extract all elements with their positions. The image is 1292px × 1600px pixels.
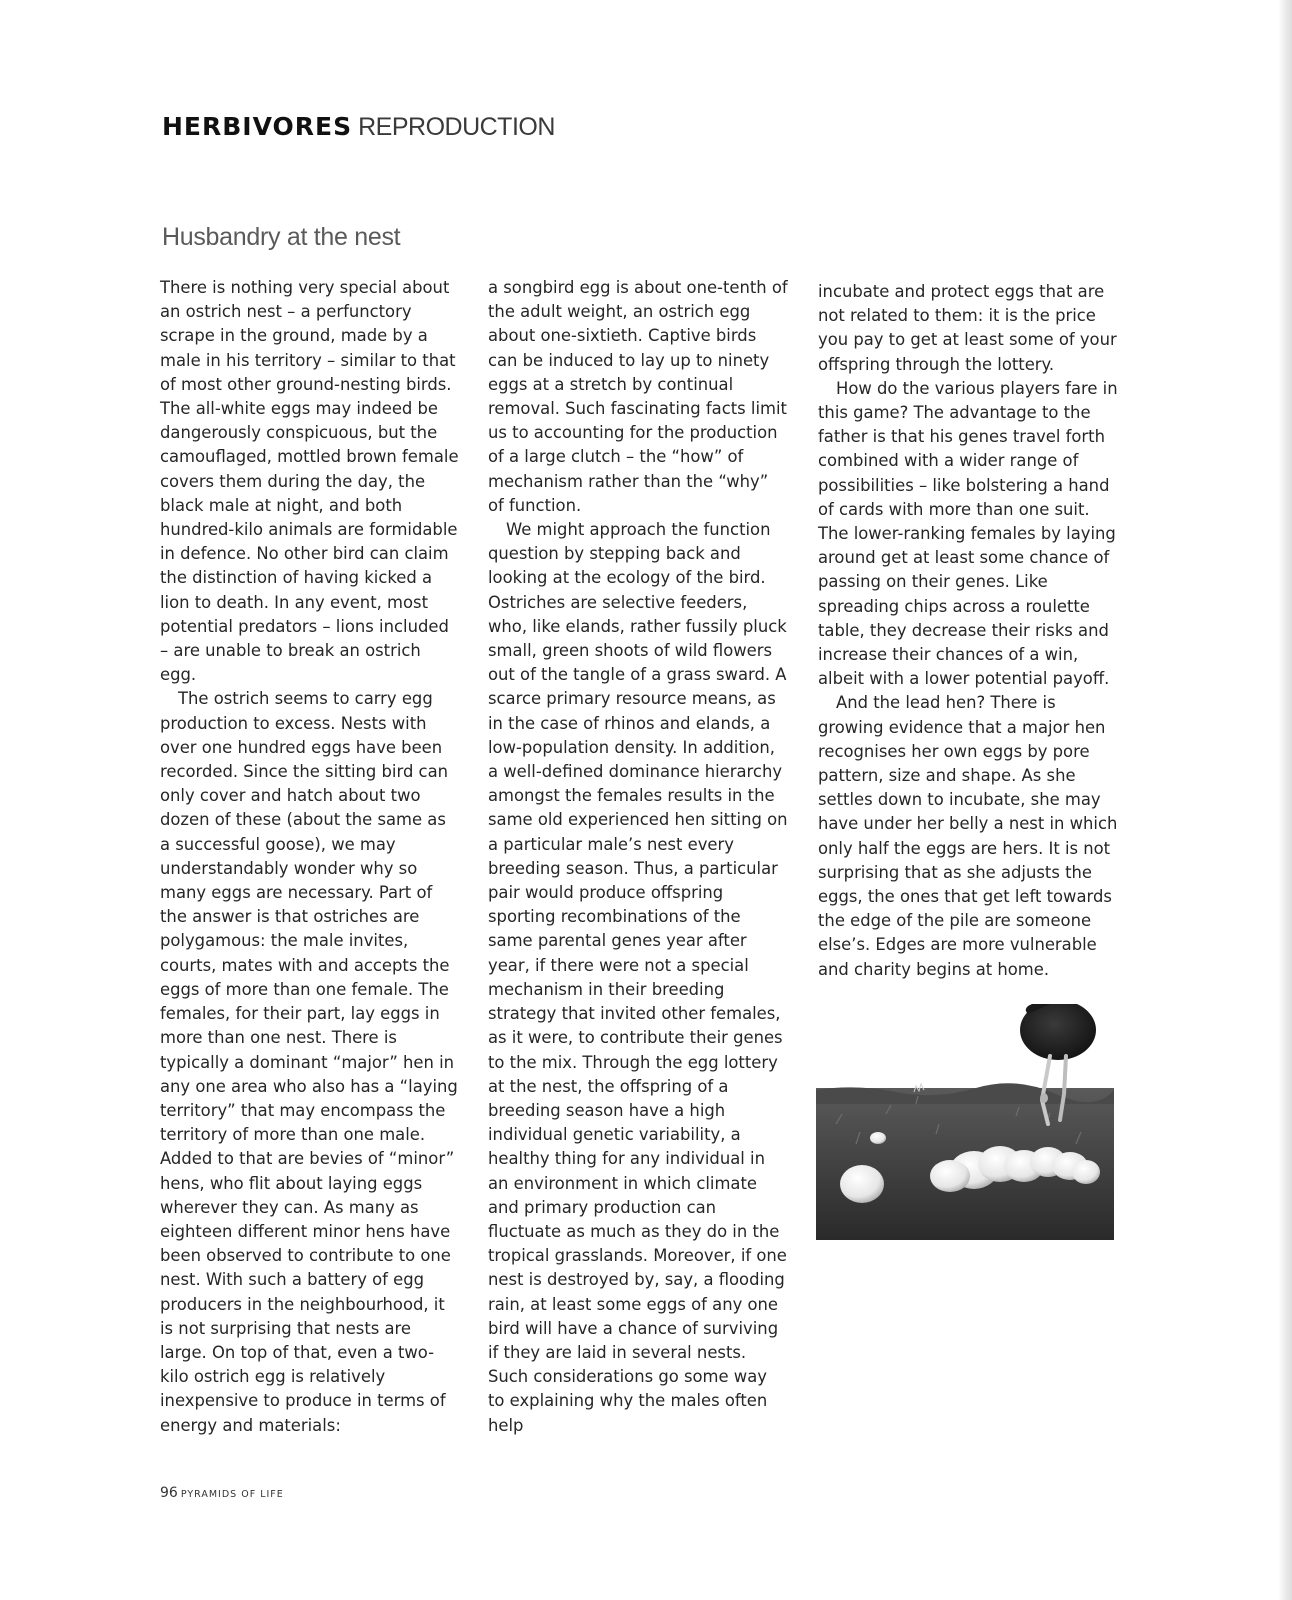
folio [160, 1482, 284, 1501]
article-title: Husbandry at the nest [162, 223, 401, 251]
paragraph: a songbird egg is about one-tenth of the adult weight, an ostrich egg about one-sixtieth. Captive birds can be induced to lay up to ninety eggs at a stretch by continual removal. Such fascinating facts limit us to accounting for the production of a large clutch – the “how” of mechanism rather than the “why” of function. [488, 278, 788, 515]
text-column-2 [488, 276, 788, 1438]
paragraph: How do the various players fare in this game? The advantage to the father is that his genes travel forth combined with a wider range of possibilities – like bolstering a hand of cards with more than one suit. The lower-ranking females by laying around get at least some chance of passing on their genes. Like spreading chips across a roulette table, they decrease their risks and increase their chances of a win, albeit with a lower potential payoff. [818, 378, 1118, 689]
paragraph: incubate and protect eggs that are not related to them: it is the price you pay to get at least some of your offspring through the lottery. [818, 282, 1117, 374]
book-title: PYRAMIDS OF LIFE [180, 1489, 284, 1500]
paragraph: The ostrich seems to carry egg production to excess. Nests with over one hundred eggs have been recorded. Since the sitting bird can only cover and hatch about two dozen of these (about the same as a successful goose), we may understandably wonder why so many eggs are necessary. Part of the answer is that ostriches are polygamous: the male invites, courts, mates with and accepts the eggs of more than one female. The females, for their part, lay eggs in more than one nest. There is typically a dominant “major” hen in any one area who also has a “laying territory” that may encompass the territory of more than one male. Added to that are bevies of “minor” hens, who flit about laying eggs wherever they can. As many as eighteen different minor hens have been observed to contribute to one nest. With such a battery of egg producers in the neighbourhood, it is not surprising that nests are large. On top of that, even a two-kilo ostrich egg is relatively inexpensive to produce in terms of energy and materials: [160, 689, 458, 1435]
ostrich-nest-photo [816, 1004, 1114, 1240]
text-column-3 [818, 280, 1118, 982]
paragraph: There is nothing very special about an ostrich nest – a perfunctory scrape in the ground, made by a male in his territory – similar to that of most other ground-nesting birds. The all-white eggs may indeed be dangerously conspicuous, but the camouflaged, mottled brown female covers them during the day, the black male at night, and both hundred-kilo animals are formidable in defence. No other bird can claim the distinction of having kicked a lion to death. In any event, most potential predators – lions included – are unable to break an ostrich egg. [160, 278, 459, 685]
paragraph: And the lead hen? There is growing evidence that a major hen recognises her own eggs by pore pattern, size and shape. As she settles down to incubate, she may have under her belly a nest in which only half the eggs are hers. It is not surprising that as she adjusts the eggs, the ones that get left towards the edge of the pile are someone else’s. Edges are more vulnerable and charity begins at home. [818, 693, 1118, 979]
section-title: HERBIVORES [162, 112, 353, 141]
text-column-1 [160, 276, 460, 1438]
page-number: 96 [160, 1485, 178, 1501]
subsection-title: REPRODUCTION [358, 113, 555, 141]
paragraph: We might approach the function question by stepping back and looking at the ecology of the bird. Ostriches are selective feeders, who, like elands, rather fussily pluck small, green shoots of wild flowers out of the tangle of a grass sward. A scarce primary resource means, as in the case of rhinos and elands, a low-population density. In addition, a well-defined dominance hierarchy amongst the females results in the same old experienced hen sitting on a particular male’s nest every breeding season. Thus, a particular pair would produce offspring sporting recombinations of the same parental genes year after year, if there were not a special mechanism in their breeding strategy that invited other females, as it were, to contribute their genes to the mix. Through the egg lottery at the nest, the offspring of a breeding season have a high individual genetic variability, a healthy thing for any individual in an environment in which climate and primary production can fluctuate as much as they do in the tropical grasslands. Moreover, if one nest is destroyed by, say, a flooding rain, at least some eggs of any one bird will have a chance of surviving if they are laid in several nests. Such considerations go some way to explaining why the males often help [488, 520, 788, 1435]
page-edge-shadow [1278, 0, 1292, 1600]
running-head [162, 112, 555, 142]
